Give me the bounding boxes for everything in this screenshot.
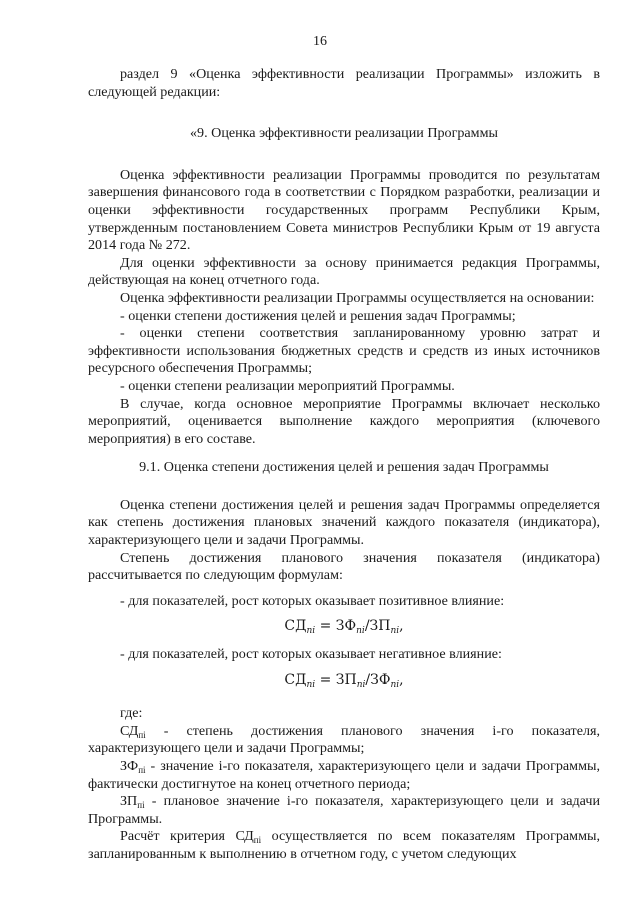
bullet-1: - оценки степени достижения целей и решения задач Программы; [120, 307, 516, 324]
bullet-3: - оценки степени реализации мероприятий Программы. [120, 377, 455, 394]
paragraph-1: Оценка эффективности реализации Программы проводится по результатам завершения финансового года в соответствии с Порядком разработки, реализации и оценки эффективности государственных программ Республики Крым, утвержденным постановлением Совета министров Республики Крым от 19 августа 2014 года № 272. [88, 166, 600, 254]
intro-paragraph: раздел 9 «Оценка эффективности реализации Программы» изложить в следующей редакции: [88, 66, 600, 100]
paragraph-2: Для оценки эффективности за основу принимается редакция Программы, действующая на конец отчетного года. [88, 254, 600, 289]
definition-zf: $ЗФ_{пі}$ - значение і-го показателя, характеризующего цели и задачи Программы, фактически достигнутое на конец отчетного периода; [88, 758, 600, 792]
paragraph-3: Оценка эффективности реализации Программы осуществляется на основании: [120, 289, 595, 306]
where-label: где: [120, 705, 143, 722]
sub-paragraph-2: Степень достижения планового значения показателя (индикатора) рассчитывается по следующим формулам: [88, 549, 600, 584]
subsection-title: 9.1. Оценка степени достижения целей и решения задач Программы [139, 459, 549, 476]
last-paragraph: Расчёт критерия $СД_{пі}$ осуществляется по всем показателям Программы, запланированным к выполнению в отчетном году, с учетом следующих [88, 828, 600, 862]
formula-positive: $СД_{пi} = ЗФ_{пi}/ЗП_{пi}$, [284, 618, 404, 637]
definition-sd: $СД_{пі}$ - степень достижения планового значения і-го показателя, характеризующего цели и задачи Программы; [88, 722, 600, 757]
formula-negative: $СД_{пi} = ЗП_{пi}/ЗФ_{пi}$, [284, 671, 404, 690]
negative-case-label: - для показателей, рост которых оказывает негативное влияние: [120, 646, 502, 663]
paragraph-4: В случае, когда основное мероприятие Программы включает несколько мероприятий, оценивается выполнение каждого мероприятия (ключевого мероприятия) в его составе. [88, 395, 600, 447]
page-number: 16 [313, 34, 327, 49]
section-title: «9. Оценка эффективности реализации Программы [190, 125, 498, 142]
definition-zp: $ЗП_{пі}$ - плановое значение і-го показателя, характеризующего цели и задачи Программы. [88, 793, 600, 827]
bullet-2: - оценки степени соответствия запланированному уровню затрат и эффективности использования бюджетных средств и средств из иных источников ресурсного обеспечения Программы; [88, 325, 600, 377]
positive-case-label: - для показателей, рост которых оказывает позитивное влияние: [120, 592, 505, 609]
document-body [88, 66, 600, 864]
sub-paragraph-1: Оценка степени достижения целей и решения задач Программы определяется как степень достижения плановых значений каждого показателя (индикатора), характеризующего цели и задачи Программы. [88, 496, 600, 549]
